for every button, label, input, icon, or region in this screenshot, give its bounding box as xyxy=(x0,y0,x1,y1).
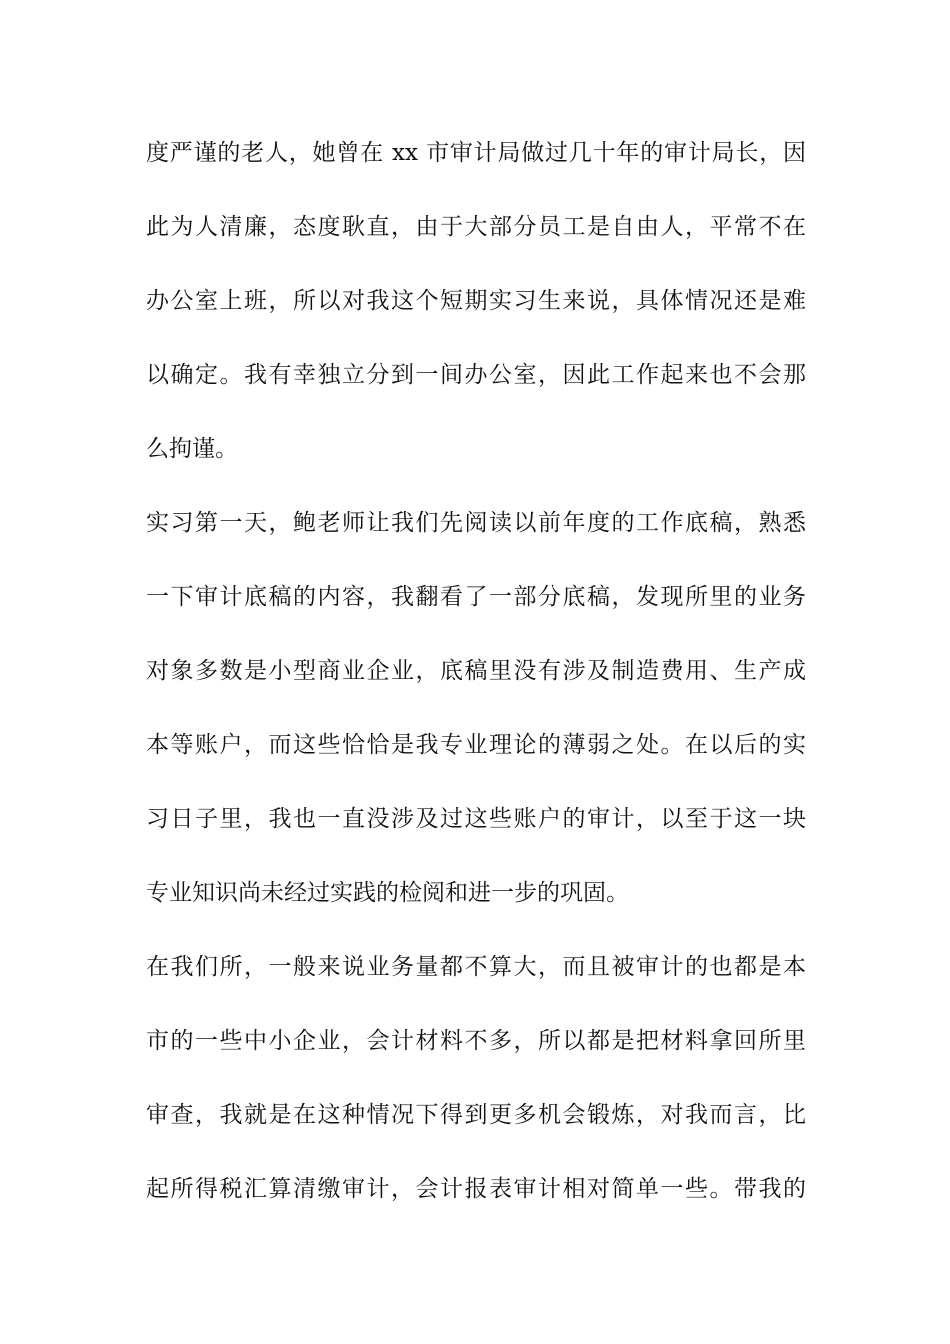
text-line: 在我们所，一般来说业务量都不算大，而且被审计的也都是本 xyxy=(146,954,806,980)
text-line: 起所得税汇算清缴审计，会计报表审计相对简单一些。带我的 xyxy=(146,1176,806,1202)
text-line: 么拘谨。 xyxy=(146,436,238,462)
text-line: 此为人清廉，态度耿直，由于大部分员工是自由人，平常不在 xyxy=(146,214,806,240)
text-line: 以确定。我有幸独立分到一间办公室，因此工作起来也不会那 xyxy=(146,362,806,388)
text-line: 对象多数是小型商业企业，底稿里没有涉及制造费用、生产成 xyxy=(146,658,806,684)
text-line: 专业知识尚未经过实践的检阅和进一步的巩固。 xyxy=(146,880,629,906)
text-line: 本等账户，而这些恰恰是我专业理论的薄弱之处。在以后的实 xyxy=(146,732,806,758)
text-line: 度严谨的老人，她曾在 xx 市审计局做过几十年的审计局长，因 xyxy=(146,140,806,166)
text-line: 一下审计底稿的内容，我翻看了一部分底稿，发现所里的业务 xyxy=(146,584,806,610)
text-line: 市的一些中小企业，会计材料不多，所以都是把材料拿回所里 xyxy=(146,1028,806,1054)
text-line: 办公室上班，所以对我这个短期实习生来说，具体情况还是难 xyxy=(146,288,806,314)
text-line: 实习第一天，鲍老师让我们先阅读以前年度的工作底稿，熟悉 xyxy=(146,510,806,536)
text-line: 习日子里，我也一直没涉及过这些账户的审计，以至于这一块 xyxy=(146,806,806,832)
text-line: 审查，我就是在这种情况下得到更多机会锻炼，对我而言，比 xyxy=(146,1102,806,1128)
